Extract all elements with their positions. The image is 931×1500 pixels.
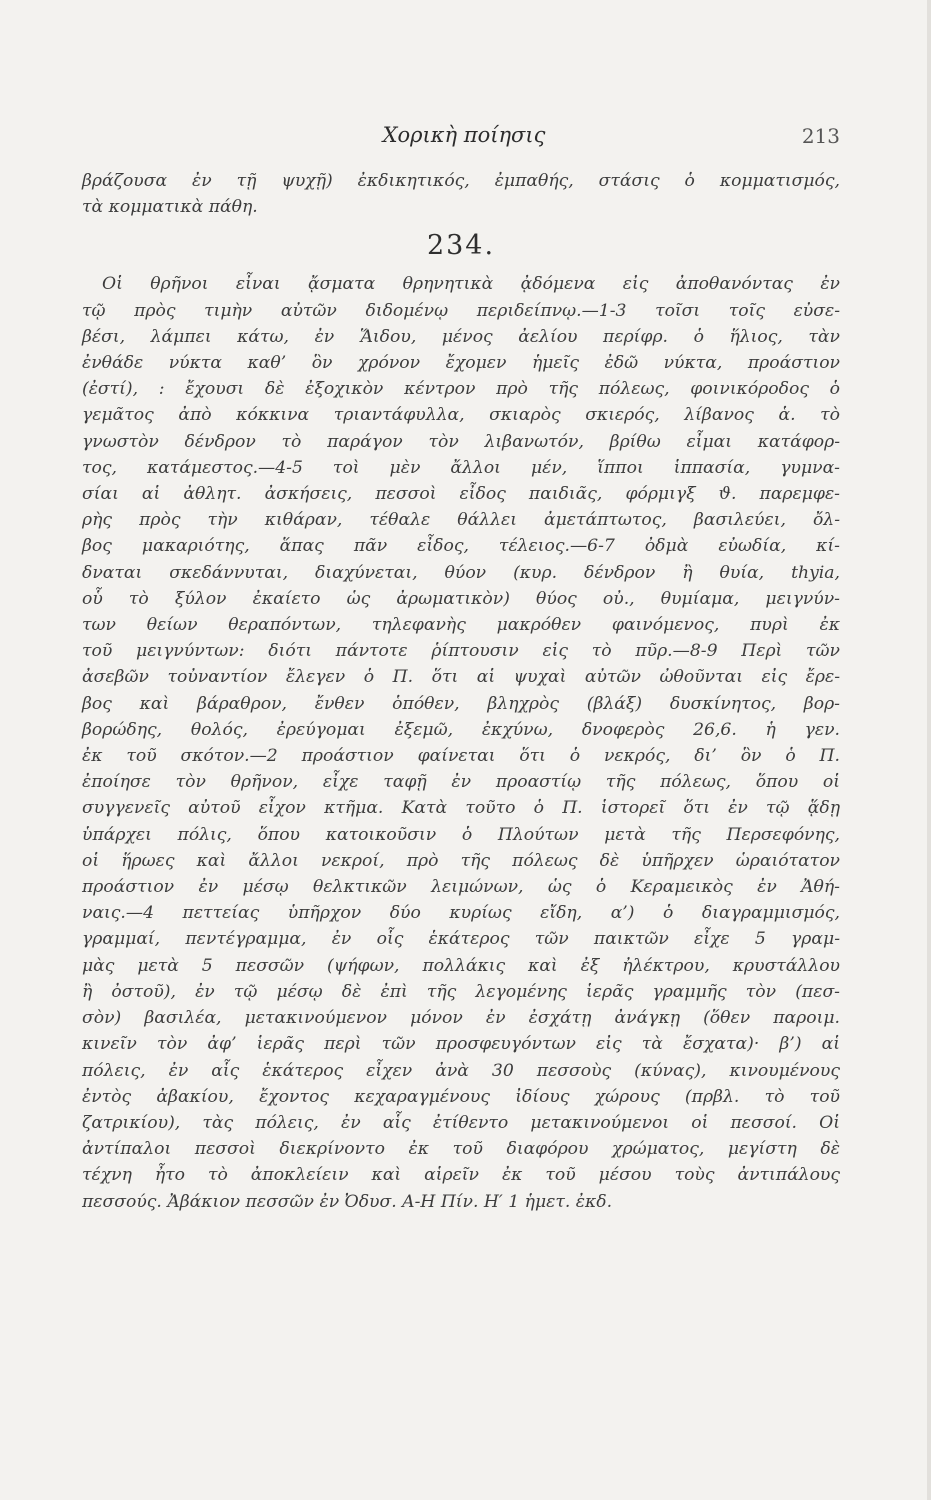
running-title: Χορικὴ ποίησις [382,123,546,147]
text-line: ἐντὸς ἀβακίου, ἔχοντος κεχαραγμένους ἰδίους χώρους (πρβλ. τὸ τοῦ [82,1086,840,1107]
text-line: μὰς μετὰ 5 πεσσῶν (ψήφων, πολλάκις καὶ ἐξ ἠλέκτρου, κρυστάλλου [82,955,840,976]
text-line: οἱ ἥρωες καὶ ἄλλοι νεκροί, πρὸ τῆς πόλεως δὲ ὑπῆρχεν ὡραιότατον [82,850,840,871]
text-line: των θείων θεραπόντων, τηλεφανὴς μακρόθεν φαινόμενος, πυρὶ ἐκ [82,615,840,636]
text-line: ἐνθάδε νύκτα καθ’ ὃν χρόνον ἔχομεν ἡμεῖς ἐδῶ νύκτα, προάστιον [82,353,840,374]
text-line: ἀσεβῶν τοὐναντίον ἔλεγεν ὁ Π. ὅτι αἱ ψυχαὶ αὐτῶν ὠθοῦνται εἰς ἔρε- [82,667,840,688]
text-line: πόλεις, ἐν αἷς ἑκάτερος εἶχεν ἀνὰ 30 πεσσοὺς (κύνας), κινουμένους [82,1060,840,1081]
text-line: σίαι αἱ ἀθλητ. ἀσκήσεις, πεσσοὶ εἶδος παιδιᾶς, φόρμιγξ ϑ. παρεμφε- [82,484,840,505]
text-line: βέσι, λάμπει κάτω, ἐν Ἅιδου, μένος ἀελίου περίφρ. ὁ ἥλιος, τὰν [82,326,840,347]
page-edge [927,0,931,1500]
text-line: ζατρικίου), τὰς πόλεις, ἐν αἷς ἐτίθεντο μετακινούμενοι οἱ πεσσοί. Οἱ [82,1112,840,1133]
text-line: ρὴς πρὸς τὴν κιθάραν, τέθαλε θάλλει ἀμετάπτωτος, βασιλεύει, ὄλ- [82,510,840,531]
text-line: Οἱ θρῆνοι εἶναι ᾄσματα θρηνητικὰ ᾀδόμενα εἰς ἀποθανόντας ἐν [102,274,840,295]
text-line: γνωστὸν δένδρον τὸ παράγον τὸν λιβανωτόν, βρίθω εἶμαι κατάφορ- [82,431,840,452]
text-line: συγγενεῖς αὐτοῦ εἶχον κτῆμα. Κατὰ τοῦτο ὁ Π. ἱστορεῖ ὅτι ἐν τῷ ᾅδῃ [82,798,840,819]
page-number: 213 [801,124,840,148]
text-line: (ἐστί), : ἔχουσι δὲ ἐξοχικὸν κέντρον πρὸ τῆς πόλεως, φοινικόροδος ὁ [82,379,840,400]
text-line: τὰ κομματικὰ πάθη. [82,197,258,218]
page-header [88,123,840,155]
text-line: βράζουσα ἐν τῇ ψυχῇ) ἐκδικητικός, ἐμπαθής, στάσις ὁ κομματισμός, [82,171,840,191]
text-line: ναις.—4 πεττείας ὑπῆρχον δύο κυρίως εἴδη, α’) ὁ διαγραμμισμός, [82,903,840,924]
text-line: ἀντίπαλοι πεσσοὶ διεκρίνοντο ἐκ τοῦ διαφόρου χρώματος, μεγίστη δὲ [82,1139,840,1160]
text-line: κινεῖν τὸν ἀφ’ ἱερᾶς περὶ τῶν προσφευγόντων εἰς τὰ ἔσχατα)· β’) αἱ [82,1034,840,1055]
text-line: δναται σκεδάννυται, διαχύνεται, θύον (κυρ. δένδρον ἢ θυία, thyia, [82,562,840,583]
text-line: ἐκ τοῦ σκότον.—2 προάστιον φαίνεται ὅτι ὁ νεκρός, δι’ ὃν ὁ Π. [82,746,840,767]
text-line: ὑπάρχει πόλις, ὅπου κατοικοῦσιν ὁ Πλούτων μετὰ τῆς Περσεφόνης, [82,824,840,845]
text-line: βος μακαριότης, ἅπας πᾶν εἶδος, τέλειος.—6-7 ὀδμὰ εὐωδία, κί- [82,536,840,557]
section-number: 234. [426,230,496,262]
text-line: τῷ πρὸς τιμὴν αὐτῶν διδομένῳ περιδείπνῳ.—1-3 τοῖσι τοῖς εὐσε- [82,300,840,321]
body-text [82,168,840,1215]
text-line: προάστιον ἐν μέσῳ θελκτικῶν λειμώνων, ὡς ὁ Κεραμεικὸς ἐν Ἀθή- [82,877,840,898]
text-line: ἢ ὀστοῦ), ἐν τῷ μέσῳ δὲ ἐπὶ τῆς λεγομένης ἱερᾶς γραμμῆς τὸν (πεσ- [82,981,840,1002]
text-line: βορώδης, θολός, ἐρεύγομαι ἐξεμῶ, ἐκχύνω, δνοφερὸς 26,6. ἡ γεν. [82,719,840,740]
text-line: τέχνη ἦτο τὸ ἀποκλείειν καὶ αἱρεῖν ἐκ τοῦ μέσου τοὺς ἀντιπάλους [82,1165,840,1186]
text-line: σὸν) βασιλέα, μετακινούμενον μόνον ἐν ἐσχάτῃ ἀνάγκῃ (ὅθεν παροιμ. [82,1008,840,1029]
text-line: πεσσούς. Ἀβάκιον πεσσῶν ἐν Ὀδυσ. Α-Η Πίν. Η′ 1 ἡμετ. ἐκδ. [82,1191,613,1212]
text-line: οὗ τὸ ξύλον ἐκαίετο ὡς ἀρωματικὸν) θύος οὐ., θυμίαμα, μειγνύν- [82,588,840,609]
text-line: γεμᾶτος ἀπὸ κόκκινα τριαντάφυλλα, σκιαρὸς σκιερός, λίβανος ἁ. τὸ [82,405,840,426]
text-line: ἐποίησε τὸν θρῆνον, εἶχε ταφῇ ἐν προαστίῳ τῆς πόλεως, ὅπου οἱ [82,772,840,793]
text-line: τοῦ μειγνύντων: διότι πάντοτε ῥίπτουσιν εἰς τὸ πῦρ.—8-9 Περὶ τῶν [82,641,840,662]
text-line: βος καὶ βάραθρον, ἔνθεν ὁπόθεν, βληχρὸς (βλάξ) δυσκίνητος, βορ- [82,693,840,714]
text-line: γραμμαί, πεντέγραμμα, ἐν οἷς ἑκάτερος τῶν παικτῶν εἶχε 5 γραμ- [82,929,840,950]
text-line: τος, κατάμεστος.—4-5 τοὶ μὲν ἄλλοι μέν, ἵπποι ἱππασία, γυμνα- [82,457,840,478]
